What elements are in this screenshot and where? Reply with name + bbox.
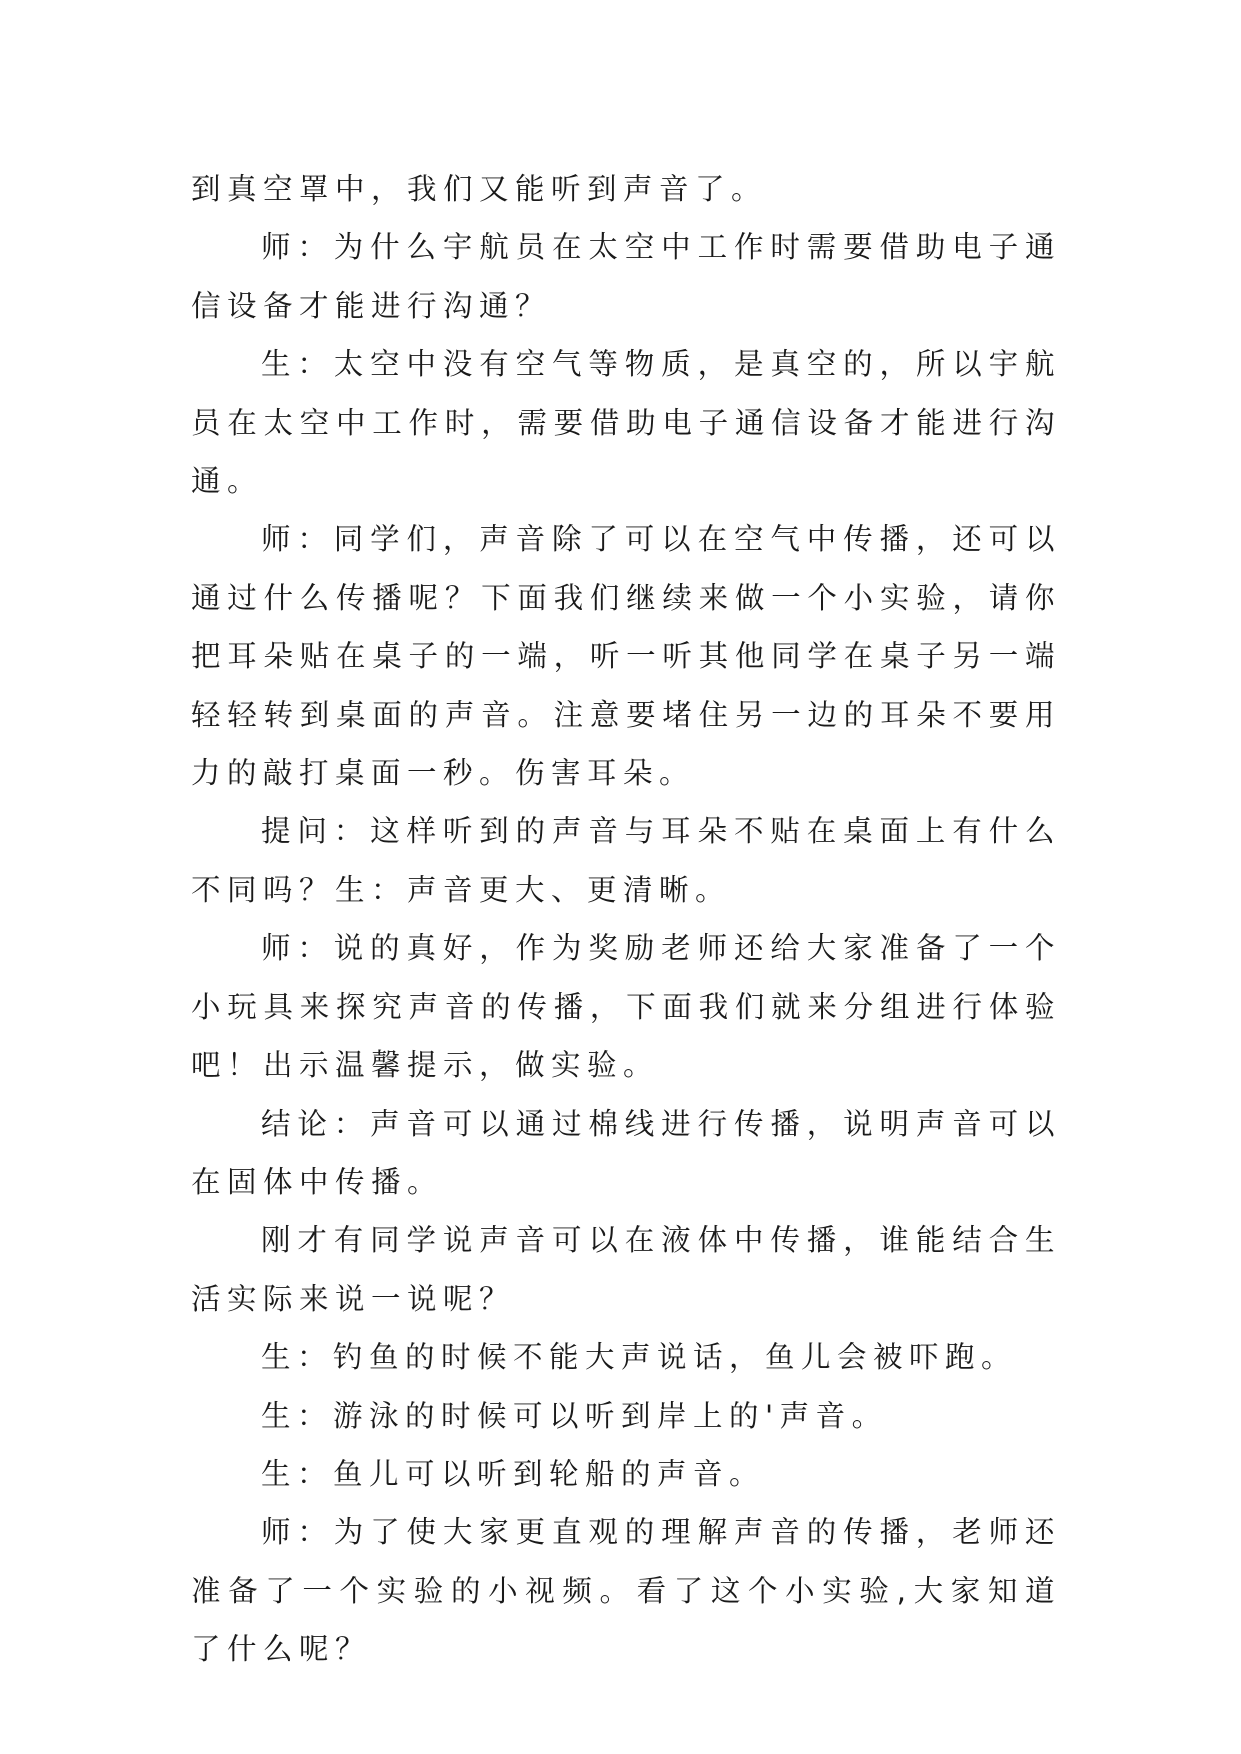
paragraph: 生：钓鱼的时候不能大声说话，鱼儿会被吓跑。 [261,1340,1018,1375]
paragraph: 师：为了使大家更直观的理解声音的传播，老师还准备了一个实验的小视频。看了这个小实验,大家知道了什么呢？ [191,1515,1061,1667]
paragraph: 结论：声音可以通过棉线进行传播，说明声音可以在固体中传播。 [191,1106,1061,1199]
paragraph: 师：说的真好，作为奖励老师还给大家准备了一个小玩具来探究声音的传播，下面我们就来分组进行体验吧！出示温馨提示，做实验。 [191,931,1061,1083]
paragraph: 到真空罩中，我们又能听到声音了。 [191,172,768,206]
paragraph: 生：太空中没有空气等物质，是真空的，所以宇航员在太空中工作时，需要借助电子通信设备才能进行沟通。 [191,347,1061,499]
paragraph: 刚才有同学说声音可以在液体中传播，谁能结合生活实际来说一说呢？ [191,1223,1061,1316]
paragraph: 生：游泳的时候可以听到岸上的'声音。 [261,1398,888,1433]
paragraph: 师：为什么宇航员在太空中工作时需要借助电子通信设备才能进行沟通？ [191,230,1061,323]
paragraph: 师：同学们，声音除了可以在空气中传播，还可以通过什么传播呢？下面我们继续来做一个小实验，请你把耳朵贴在桌子的一端，听一听其他同学在桌子另一端轻轻转到桌面的声音。注意要堵住另一边的耳朵不要用力的敲打桌面一秒。伤害耳朵。 [191,522,1061,791]
paragraph: 提问：这样听到的声音与耳朵不贴在桌面上有什么不同吗？生：声音更大、更清晰。 [191,814,1061,907]
paragraph: 生：鱼儿可以听到轮船的声音。 [261,1456,766,1491]
document-body [191,160,1061,1679]
